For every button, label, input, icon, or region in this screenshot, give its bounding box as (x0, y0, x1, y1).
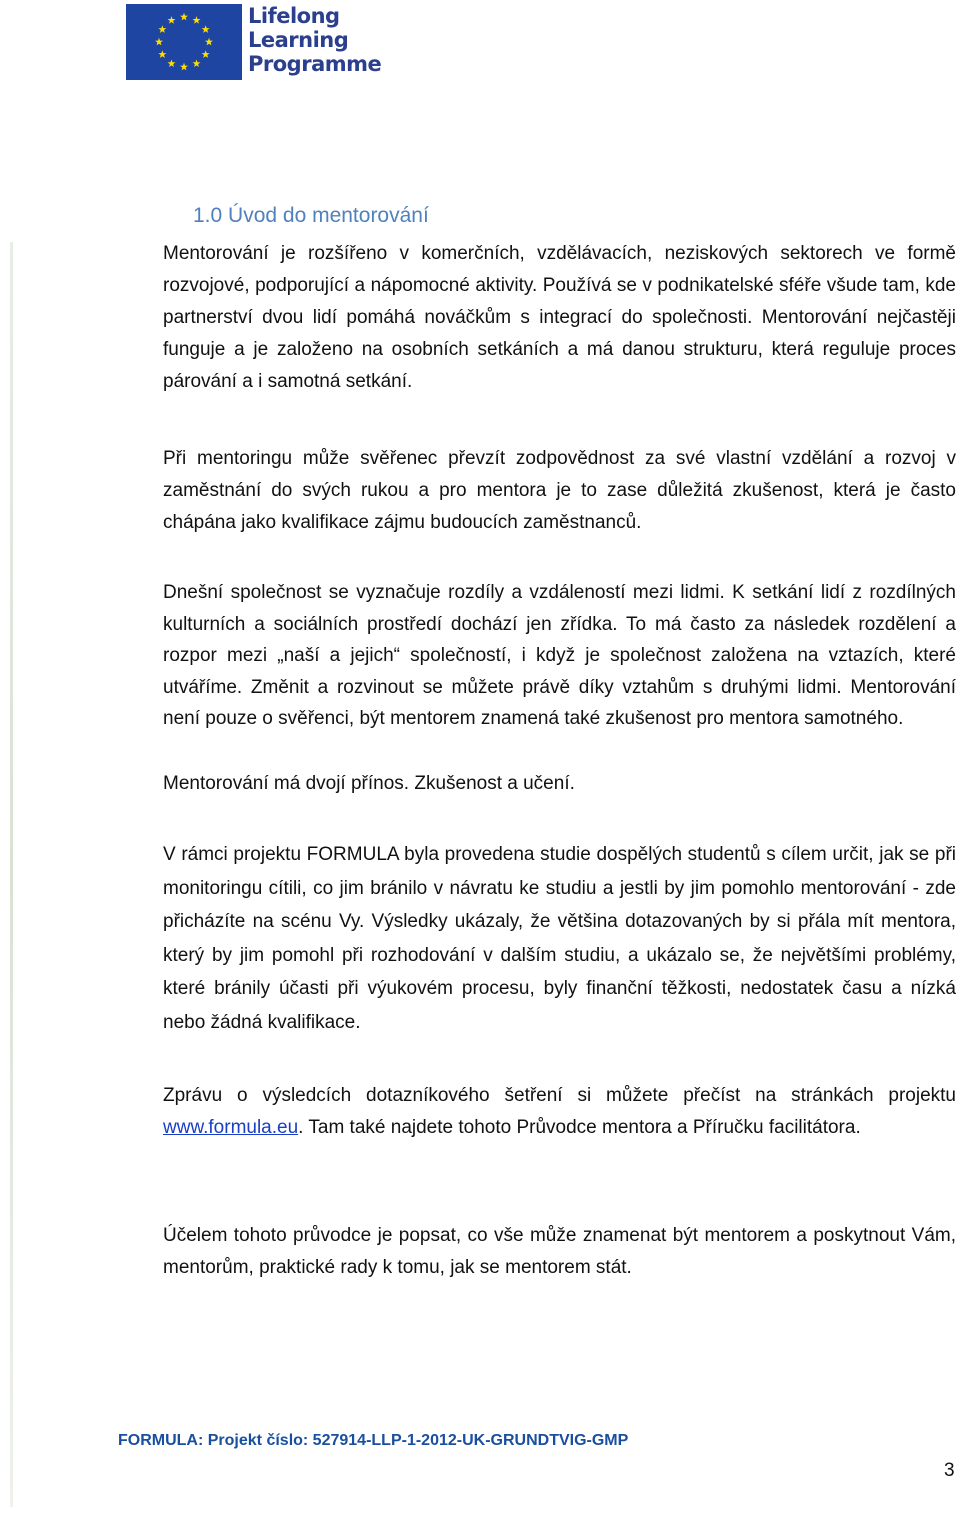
paragraph-purpose: Účelem tohoto průvodce je popsat, co vše může znamenat být mentorem a poskytnout Vám, mentorům, praktické rady k tomu, jak se mentorem stát. (163, 1225, 956, 1278)
lifelong-learning-logo (126, 4, 388, 80)
eu-star-icon (180, 63, 188, 71)
eu-star-icon (193, 59, 201, 67)
logo-line-3: Programme (248, 52, 382, 76)
footer-project-number: FORMULA: Projekt číslo: 527914-LLP-1-2012-UK-GRUNDTVIG-GMP (118, 1432, 629, 1449)
eu-star-icon (158, 50, 166, 58)
logo-text (248, 4, 381, 76)
logo-line-1: Lifelong (248, 4, 340, 28)
paragraph-intro: Mentorování je rozšířeno v komerčních, vzdělávacích, neziskových sektorech ve formě rozvojové, podporující a nápomocné aktivity. Používá se v podnikatelské sféře všude tam, kde partnerství dvou lidí pomáhá nováčkům s integrací do společnosti. Mentorování nejčastěji funguje a je založeno na osobních setkáních a má danou strukturu, která reguluje proces párování a i samotná setkání. (163, 243, 956, 392)
report-text-after: . Tam také najdete tohoto Průvodce mentora a Příručku facilitátora. (298, 1117, 861, 1138)
eu-star-icon (180, 13, 188, 21)
report-text-before: Zprávu o výsledcích dotazníkového šetření si můžete přečíst na stránkách projektu (163, 1085, 956, 1106)
margin-rule (10, 242, 13, 1507)
eu-star-icon (168, 16, 176, 24)
paragraph-report (163, 1080, 956, 1144)
eu-star-icon (168, 59, 176, 67)
logo-line-2: Learning (248, 28, 349, 52)
eu-star-icon (155, 38, 163, 46)
paragraph-mentoring-benefit: Při mentoringu může svěřenec převzít zodpovědnost za své vlastní vzdělání a rozvoj v zaměstnání do svých rukou a pro mentora je to zase důležitá zkušenost, která je často chápána jako kvalifikace zájmu budoucích zaměstnanců. (163, 448, 956, 533)
paragraph-twofold-benefit: Mentorování má dvojí přínos. Zkušenost a učení. (163, 773, 575, 794)
section-heading: 1.0 Úvod do mentorování (193, 204, 429, 227)
formula-website-link[interactable]: www.formula.eu (163, 1117, 299, 1138)
eu-flag-icon (126, 4, 242, 80)
page-number: 3 (944, 1460, 955, 1481)
eu-star-icon (202, 50, 210, 58)
eu-star-icon (205, 38, 213, 46)
eu-star-icon (202, 25, 210, 33)
paragraph-formula-study: V rámci projektu FORMULA byla provedena studie dospělých studentů s cílem určit, jak se při monitoringu cítili, co jim bránilo v návratu ke studiu a jestli by jim pomohlo mentorování - zde přicházíte na scénu Vy. Výsledky ukázaly, že většina dotazovaných by si přála mít mentora, který by jim pomohl při rozhodování v dalším studiu, a ukázalo se, že největšími problémy, které bránily účasti při výukovém procesu, byly finanční těžkosti, nedostatek času a nízká nebo žádná kvalifikace. (163, 844, 956, 1033)
eu-star-icon (193, 16, 201, 24)
eu-star-icon (158, 25, 166, 33)
paragraph-society: Dnešní společnost se vyznačuje rozdíly a vzdáleností mezi lidmi. K setkání lidí z rozdílných kulturních a sociálních prostředí dochází jen zřídka. To má často za následek rozdělení a rozpor mezi „naší a jejich“ společností, i když je společnost založena na vztazích, které utváříme. Změnit a rozvinout se můžete právě díky vztahům s druhými lidmi. Mentorování není pouze o svěřenci, být mentorem znamená také zkušenost pro mentora samotného. (163, 582, 956, 729)
